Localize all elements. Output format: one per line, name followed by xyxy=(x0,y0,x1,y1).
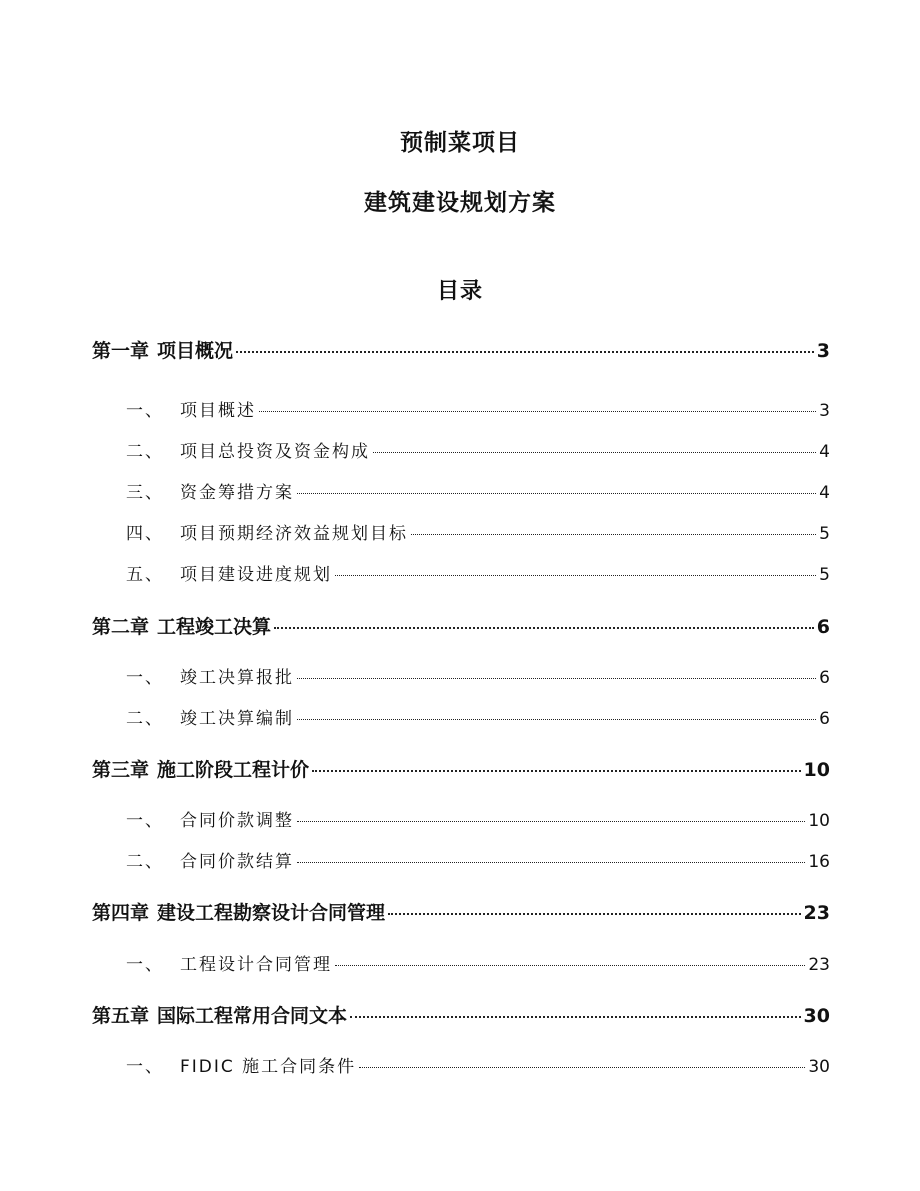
toc-page-number: 4 xyxy=(819,483,830,503)
toc-section-title: 项目建设进度规划 xyxy=(180,565,332,585)
toc-entry-section[interactable] xyxy=(92,704,830,729)
toc-chapter-title: 国际工程常用合同文本 xyxy=(157,1005,348,1027)
toc-dot-leader xyxy=(312,770,801,772)
toc-entry-chapter-2[interactable] xyxy=(92,612,830,639)
toc-entry-section[interactable] xyxy=(92,663,830,688)
toc-entry-section[interactable] xyxy=(92,560,830,585)
toc-page-number: 5 xyxy=(819,565,830,585)
toc-section-title: 竣工决算报批 xyxy=(180,668,294,688)
toc-section-number: 二、 xyxy=(126,852,164,872)
toc-entry-section[interactable] xyxy=(92,847,830,872)
toc-dot-leader xyxy=(236,351,814,353)
toc-section-number: 五、 xyxy=(126,565,164,585)
toc-section-title: 资金筹措方案 xyxy=(180,483,294,503)
toc-section-number: 一、 xyxy=(126,668,164,688)
toc-entry-section[interactable] xyxy=(92,950,830,975)
toc-page-number: 3 xyxy=(816,340,830,362)
toc-page-number: 30 xyxy=(808,1057,830,1077)
toc-page-number: 16 xyxy=(808,852,830,872)
toc-page-number: 3 xyxy=(819,401,830,421)
toc-chapter-title: 施工阶段工程计价 xyxy=(157,759,310,781)
toc-chapter-number: 第三章 xyxy=(92,759,150,781)
toc-entry-section[interactable] xyxy=(92,478,830,503)
toc-section-title: 合同价款调整 xyxy=(180,811,294,831)
toc-chapter-number: 第五章 xyxy=(92,1005,150,1027)
toc-page-number: 4 xyxy=(819,442,830,462)
toc-section-number: 一、 xyxy=(126,1057,164,1077)
toc-dot-leader xyxy=(274,627,814,629)
toc-section-number: 一、 xyxy=(126,811,164,831)
toc-dot-leader xyxy=(297,719,816,720)
toc-dot-leader xyxy=(411,534,816,535)
toc-chapter-number: 第二章 xyxy=(92,616,150,638)
toc-dot-leader xyxy=(297,821,805,822)
toc-page-number: 30 xyxy=(803,1005,830,1027)
toc-chapter-number: 第四章 xyxy=(92,902,150,924)
toc-section-title: 合同价款结算 xyxy=(180,852,294,872)
toc-chapter-title: 项目概况 xyxy=(157,340,234,362)
toc-dot-leader xyxy=(297,678,816,679)
toc-dot-leader xyxy=(388,913,801,915)
toc-heading: 目录 xyxy=(436,279,483,304)
toc-chapter-number: 第一章 xyxy=(92,340,150,362)
toc-dot-leader xyxy=(259,411,816,412)
toc-section-number: 二、 xyxy=(126,442,164,462)
toc-chapter-title: 建设工程勘察设计合同管理 xyxy=(157,902,386,924)
toc-section-number: 三、 xyxy=(126,483,164,503)
toc-dot-leader xyxy=(335,575,816,576)
toc-page-number: 10 xyxy=(808,811,830,831)
toc-entry-chapter-4[interactable] xyxy=(92,898,830,925)
toc-dot-leader xyxy=(350,1016,801,1018)
toc-entry-section[interactable] xyxy=(92,437,830,462)
document-title-line2: 建筑建设规划方案 xyxy=(364,190,556,216)
toc-entry-chapter-3[interactable] xyxy=(92,755,830,782)
toc-page-number: 6 xyxy=(819,709,830,729)
toc-entry-section[interactable] xyxy=(92,396,830,421)
toc-page-number: 6 xyxy=(819,668,830,688)
toc-page-number: 5 xyxy=(819,524,830,544)
toc-section-number: 一、 xyxy=(126,955,164,975)
toc-page-number: 23 xyxy=(803,902,830,924)
toc-section-number: 二、 xyxy=(126,709,164,729)
toc-entry-section[interactable] xyxy=(92,519,830,544)
toc-dot-leader xyxy=(297,493,816,494)
toc-section-title: 项目总投资及资金构成 xyxy=(180,442,370,462)
toc-section-number: 四、 xyxy=(126,524,164,544)
toc-entry-chapter-1[interactable] xyxy=(92,336,830,363)
toc-page-number: 10 xyxy=(803,759,830,781)
toc-entry-chapter-5[interactable] xyxy=(92,1001,830,1028)
document-title-line1: 预制菜项目 xyxy=(400,130,520,156)
toc-entry-section[interactable] xyxy=(92,806,830,831)
toc-section-title: FIDIC 施工合同条件 xyxy=(180,1057,357,1077)
toc-section-title: 项目预期经济效益规划目标 xyxy=(180,524,408,544)
toc-chapter-title: 工程竣工决算 xyxy=(157,616,272,638)
toc-section-number: 一、 xyxy=(126,401,164,421)
toc-dot-leader xyxy=(359,1067,805,1068)
toc-entry-section[interactable] xyxy=(92,1052,830,1077)
toc-page-number: 23 xyxy=(808,955,830,975)
toc-page-number: 6 xyxy=(816,616,830,638)
toc-section-title: 工程设计合同管理 xyxy=(180,955,332,975)
toc-dot-leader xyxy=(335,965,805,966)
toc-section-title: 项目概述 xyxy=(180,401,256,421)
toc-section-title: 竣工决算编制 xyxy=(180,709,294,729)
toc-dot-leader xyxy=(297,862,805,863)
toc-dot-leader xyxy=(373,452,816,453)
